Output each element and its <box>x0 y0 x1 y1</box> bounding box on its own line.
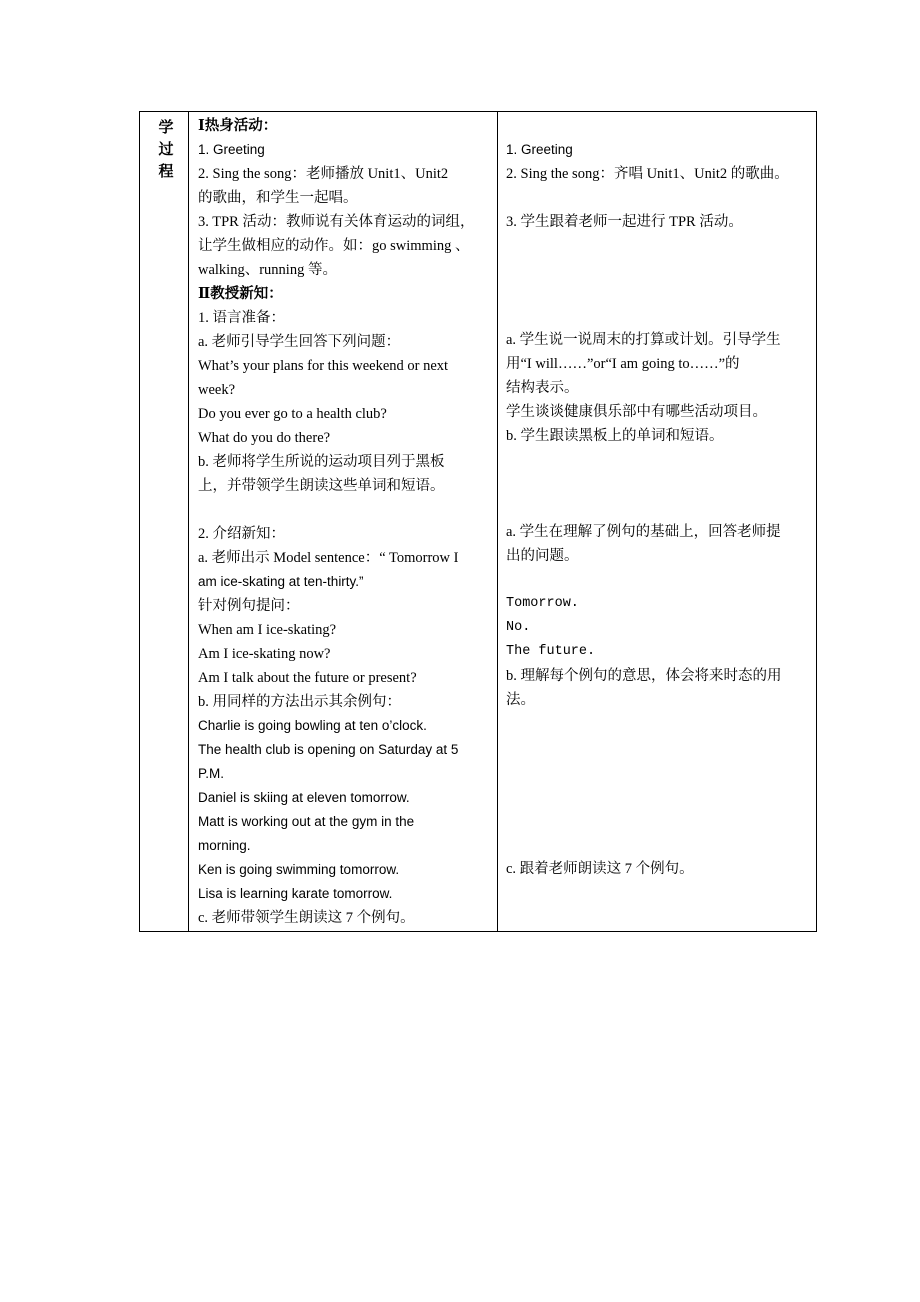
question-1-line1: What’s your plans for this weekend or next <box>198 358 449 374</box>
teacher-song-line1: 2. Sing the song：老师播放 Unit1、Unit2 <box>198 166 449 182</box>
teacher-tpr-line1: 3. TPR 活动：教师说有关体育运动的词组， <box>198 214 475 230</box>
section-label-char: 过 <box>158 140 174 158</box>
student-c-line1: a. 学生在理解了例句的基础上，回答老师提 <box>506 524 781 540</box>
example-2-line1: The health club is opening on Saturday at 5 <box>198 742 459 757</box>
student-song: 2. Sing the song：齐唱 Unit1、Unit2 的歌曲。 <box>506 166 789 182</box>
example-4-line1: Matt is working out at the gym in the <box>198 814 415 829</box>
example-2-line2: P.M. <box>198 766 225 781</box>
teacher-greeting: 1. Greeting <box>198 142 265 157</box>
student-c-line2: 出的问题。 <box>506 548 579 564</box>
example-3: Daniel is skiing at eleven tomorrow. <box>198 790 410 805</box>
ask-question-1: When am I ice-skating? <box>198 622 337 638</box>
student-tpr: 3. 学生跟着老师一起进行 TPR 活动。 <box>506 214 743 230</box>
ask-question-2: Am I ice-skating now? <box>198 646 331 662</box>
question-2: Do you ever go to a health club? <box>198 406 387 422</box>
warmup-heading: Ⅰ热身活动： <box>198 118 278 134</box>
prep-heading: 1. 语言准备： <box>198 310 285 326</box>
section-label-cell <box>140 112 189 931</box>
section-label-char: 程 <box>158 162 174 180</box>
intro-a-line2: am ice-skating at ten-thirty.” <box>198 574 364 589</box>
student-b: b. 学生跟读黑板上的单词和短语。 <box>506 428 724 444</box>
ask-label: 针对例句提问： <box>198 598 300 614</box>
intro-heading: 2. 介绍新知： <box>198 526 285 542</box>
answer-2: No. <box>506 620 531 635</box>
intro-b: b. 用同样的方法出示其余例句： <box>198 694 401 710</box>
answer-1: Tomorrow. <box>506 596 579 611</box>
lesson-process-table <box>139 111 817 932</box>
student-activity-cell <box>498 112 816 931</box>
student-greeting: 1. Greeting <box>506 142 573 157</box>
intro-a-line1: a. 老师出示 Model sentence：“ Tomorrow I <box>198 550 459 566</box>
teacher-song-line2: 的歌曲，和学生一起唱。 <box>198 190 358 206</box>
student-a-line4: 学生谈谈健康俱乐部中有哪些活动项目。 <box>506 404 767 420</box>
student-d-line1: b. 理解每个例句的意思，体会将来时态的用 <box>506 668 782 684</box>
teacher-tpr-line3: walking、running 等。 <box>198 262 337 278</box>
ask-question-3: Am I talk about the future or present? <box>198 670 417 686</box>
student-a-line2: 用“I will……”or“I am going to……”的 <box>506 356 740 372</box>
new-knowledge-heading: Ⅱ教授新知： <box>198 286 283 302</box>
student-d-line2: 法。 <box>506 692 535 708</box>
example-1: Charlie is going bowling at ten o’clock. <box>198 718 427 733</box>
teacher-tpr-line2: 让学生做相应的动作。如：go swimming 、 <box>198 238 470 254</box>
question-3: What do you do there? <box>198 430 331 446</box>
prep-b-line2: 上，并带领学生朗读这些单词和短语。 <box>198 478 445 494</box>
teacher-activity-cell <box>189 112 497 931</box>
example-6: Lisa is learning karate tomorrow. <box>198 886 393 901</box>
intro-c: c. 老师带领学生朗读这 7 个例句。 <box>198 910 415 926</box>
prep-b-line1: b. 老师将学生所说的运动项目列于黑板 <box>198 454 445 470</box>
prep-a: a. 老师引导学生回答下列问题： <box>198 334 401 350</box>
example-4-line2: morning. <box>198 838 251 853</box>
student-a-line1: a. 学生说一说周末的打算或计划。引导学生 <box>506 332 781 348</box>
question-1-line2: week? <box>198 382 236 398</box>
answer-3: The future. <box>506 644 596 659</box>
student-e: c. 跟着老师朗读这 7 个例句。 <box>506 861 694 877</box>
example-5: Ken is going swimming tomorrow. <box>198 862 400 877</box>
section-label-char: 学 <box>158 118 174 136</box>
student-a-line3: 结构表示。 <box>506 380 579 396</box>
